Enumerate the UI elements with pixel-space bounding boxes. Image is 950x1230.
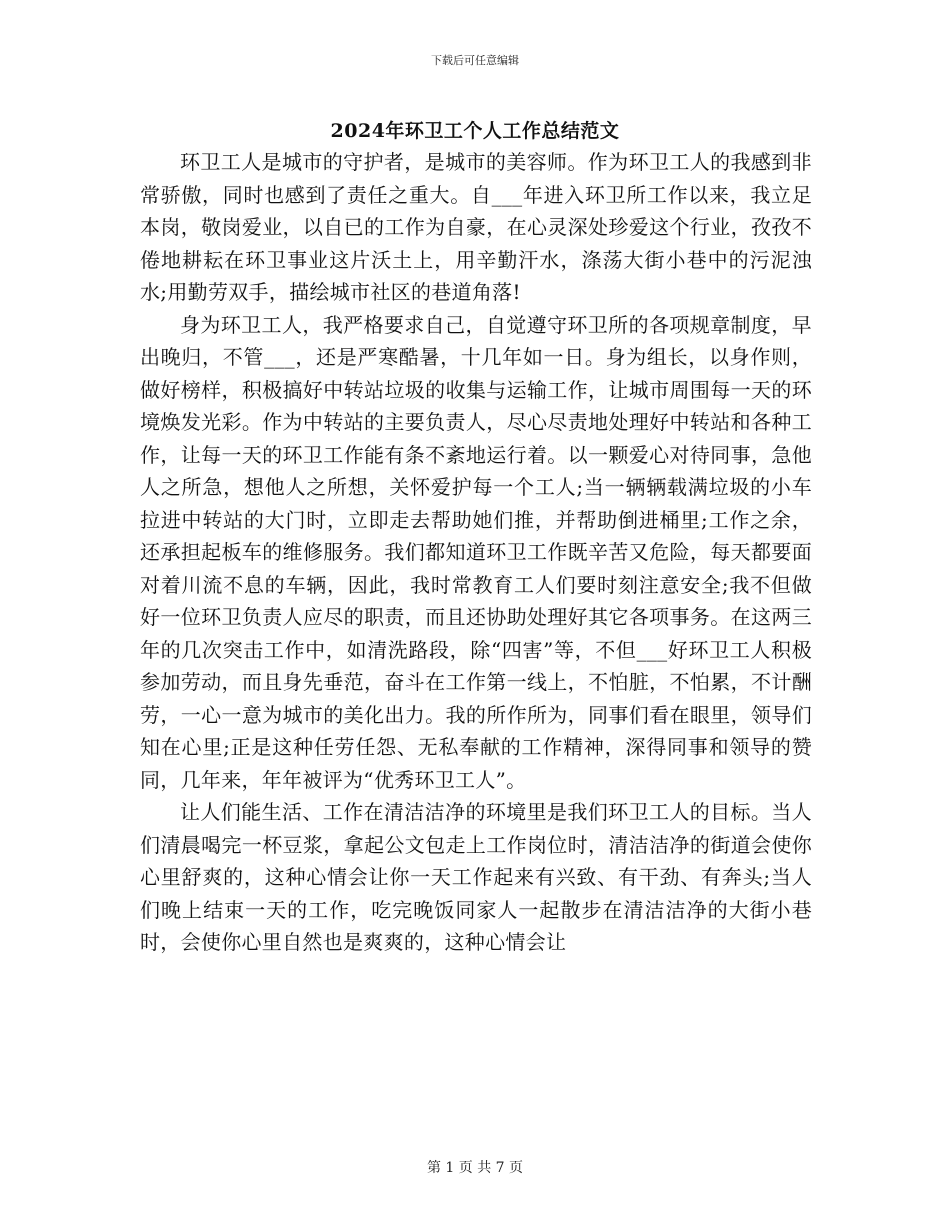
page-header-note: 下载后可任意编辑 xyxy=(431,54,519,67)
page-number: 第 1 页 共 7 页 xyxy=(426,1160,524,1176)
paragraph-3: 让人们能生活、工作在清洁洁净的环境里是我们环卫工人的目标。当人们清晨喝完一杯豆浆，拿起公文包走上工作岗位时，清洁洁净的街道会使你心里舒爽的，这种心情会让你一天工作起来有兴致、有干劲、有奔头;当人们晚上结束一天的工作，吃完晚饭同家人一起散步在清洁洁净的大街小巷时，会使你心里自然也是爽爽的，这种心情会让 xyxy=(140,800,812,954)
paragraph-1: 环卫工人是城市的守护者，是城市的美容师。作为环卫工人的我感到非常骄傲，同时也感到了责任之重大。自___年进入环卫所工作以来，我立足本岗，敬岗爱业，以自已的工作为自豪，在心灵深处珍爱这个行业，孜孜不倦地耕耘在环卫事业这片沃土上，用辛勤汗水，涤荡大街小巷中的污泥浊水;用勤劳双手，描绘城市社区的巷道角落! xyxy=(140,150,812,304)
document-title: 2024年环卫工个人工作总结范文 xyxy=(330,120,620,142)
document-body xyxy=(140,146,812,959)
paragraph-2: 身为环卫工人，我严格要求自己，自觉遵守环卫所的各项规章制度，早出晚归，不管___，还是严寒酷暑，十几年如一日。身为组长，以身作则，做好榜样，积极搞好中转站垃圾的收集与运输工作，让城市周围每一天的环境焕发光彩。作为中转站的主要负责人，尽心尽责地处理好中转站和各种工作，让每一天的环卫工作能有条不紊地运行着。以一颗爱心对待同事，急他人之所急，想他人之所想，关怀爱护每一个工人;当一辆辆载满垃圾的小车拉进中转站的大门时，立即走去帮助她们推，并帮助倒进桶里;工作之余，还承担起板车的维修服务。我们都知道环卫工作既辛苦又危险，每天都要面对着川流不息的车辆，因此，我时常教育工人们要时刻注意安全;我不但做好一位环卫负责人应尽的职责，而且还协助处理好其它各项事务。在这两三年的几次突击工作中，如清洗路段，除“四害”等，不但___好环卫工人积极参加劳动，而且身先垂范，奋斗在工作第一线上，不怕脏，不怕累，不计酬劳，一心一意为城市的美化出力。我的所作所为，同事们看在眼里，领导们知在心里;正是这种任劳任怨、无私奉献的工作精神，深得同事和领导的赞同，几年来，年年被评为“优秀环卫工人”。 xyxy=(140,312,812,792)
